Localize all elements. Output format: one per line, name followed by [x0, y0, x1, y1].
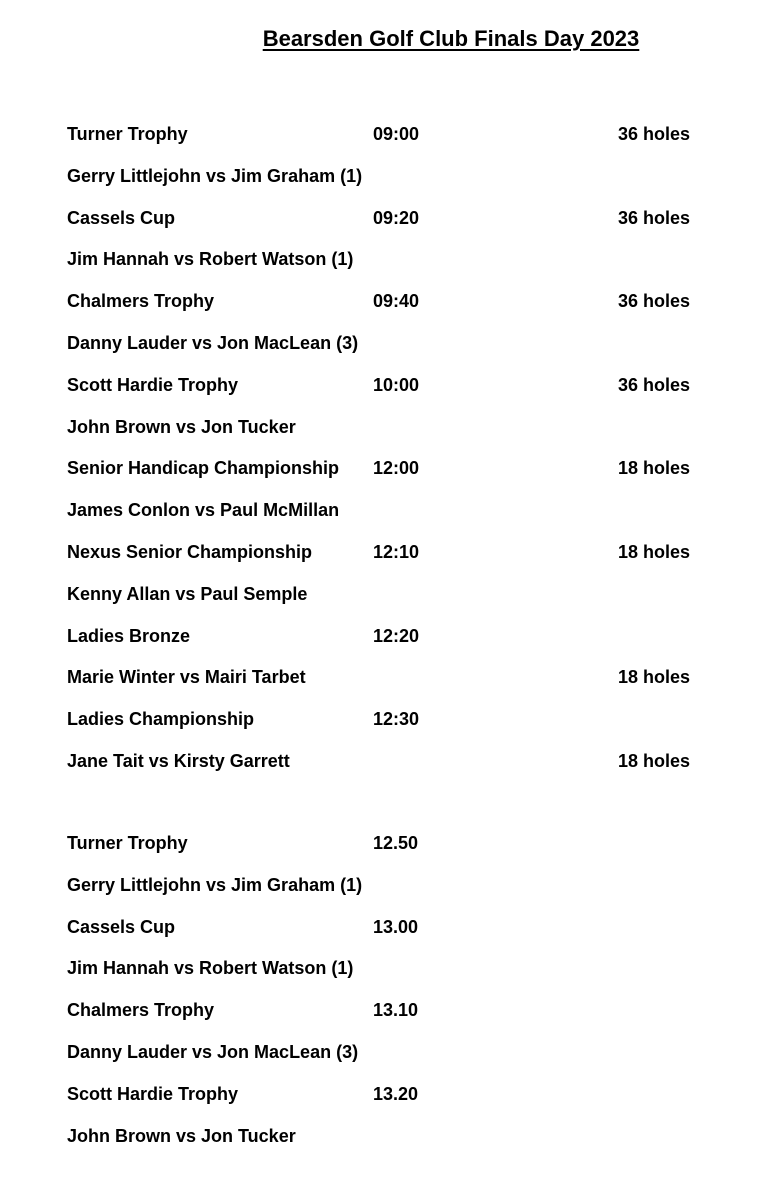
fixture-players: Marie Winter vs Mairi Tarbet	[67, 667, 306, 688]
fixture-players: Gerry Littlejohn vs Jim Graham (1)	[67, 874, 363, 895]
fixture-row	[0, 1124, 768, 1148]
fixture-players: James Conlon vs Paul McMillan	[67, 500, 340, 521]
competition-row	[0, 624, 768, 648]
fixture-row	[0, 247, 768, 271]
competition-name: Chalmers Trophy	[67, 1000, 215, 1021]
holes-count: 36 holes	[618, 374, 691, 395]
holes-count: 18 holes	[618, 667, 691, 688]
competition-name: Senior Handicap Championship	[67, 458, 340, 479]
fixture-row	[0, 331, 768, 355]
holes-count: 36 holes	[618, 291, 691, 312]
start-time: 12:20	[373, 625, 420, 646]
start-time: 12:10	[373, 542, 420, 562]
fixture-players: Danny Lauder vs Jon MacLean (3)	[67, 1042, 359, 1062]
competition-name: Turner Trophy	[67, 833, 188, 853]
competition-name: Cassels Cup	[67, 916, 176, 937]
fixture-players: Jim Hannah vs Robert Watson (1)	[67, 958, 354, 979]
holes-count: 18 holes	[618, 458, 691, 479]
holes-count: 36 holes	[618, 124, 691, 144]
fixture-row	[0, 665, 768, 689]
fixture-players: Gerry Littlejohn vs Jim Graham (1)	[67, 165, 363, 186]
start-time: 12:30	[373, 709, 420, 730]
fixture-row	[0, 415, 768, 439]
competition-name: Scott Hardie Trophy	[67, 1083, 239, 1104]
start-time: 13.00	[373, 916, 419, 937]
competition-row	[0, 915, 768, 939]
fixture-players: John Brown vs Jon Tucker	[67, 1125, 296, 1146]
start-time: 09:00	[373, 124, 420, 144]
competition-row	[0, 707, 768, 731]
fixture-row	[0, 1040, 768, 1064]
fixture-row	[0, 164, 768, 188]
competition-row	[0, 289, 768, 313]
competition-name: Ladies Championship	[67, 709, 255, 730]
fixture-players: Jane Tait vs Kirsty Garrett	[67, 751, 290, 771]
start-time: 13.10	[373, 1000, 419, 1021]
page-title: Bearsden Golf Club Finals Day 2023	[262, 26, 640, 51]
competition-name: Ladies Bronze	[67, 625, 191, 646]
competition-row	[0, 373, 768, 397]
start-time: 12:00	[373, 458, 420, 479]
fixture-row	[0, 582, 768, 606]
start-time: 10:00	[373, 374, 420, 395]
competition-name: Nexus Senior Championship	[67, 542, 313, 562]
start-time: 09:20	[373, 207, 420, 228]
fixture-players: Kenny Allan vs Paul Semple	[67, 583, 308, 604]
competition-row	[0, 1082, 768, 1106]
fixture-players: Danny Lauder vs Jon MacLean (3)	[67, 333, 359, 353]
fixture-row	[0, 873, 768, 897]
competition-row	[0, 122, 768, 146]
start-time: 09:40	[373, 291, 420, 312]
competition-row	[0, 456, 768, 480]
competition-name: Chalmers Trophy	[67, 291, 215, 312]
fixture-row	[0, 498, 768, 522]
holes-count: 18 holes	[618, 751, 691, 771]
start-time: 12.50	[373, 833, 419, 853]
competition-row	[0, 831, 768, 855]
start-time: 13.20	[373, 1083, 419, 1104]
fixture-row	[0, 956, 768, 980]
fixture-players: John Brown vs Jon Tucker	[67, 416, 296, 437]
fixture-row	[0, 749, 768, 773]
holes-count: 36 holes	[618, 207, 691, 228]
competition-row	[0, 206, 768, 230]
competition-name: Turner Trophy	[67, 124, 188, 144]
competition-row	[0, 540, 768, 564]
fixture-players: Jim Hannah vs Robert Watson (1)	[67, 249, 354, 270]
competition-row	[0, 998, 768, 1022]
competition-name: Scott Hardie Trophy	[67, 374, 239, 395]
holes-count: 18 holes	[618, 542, 691, 562]
competition-name: Cassels Cup	[67, 207, 176, 228]
